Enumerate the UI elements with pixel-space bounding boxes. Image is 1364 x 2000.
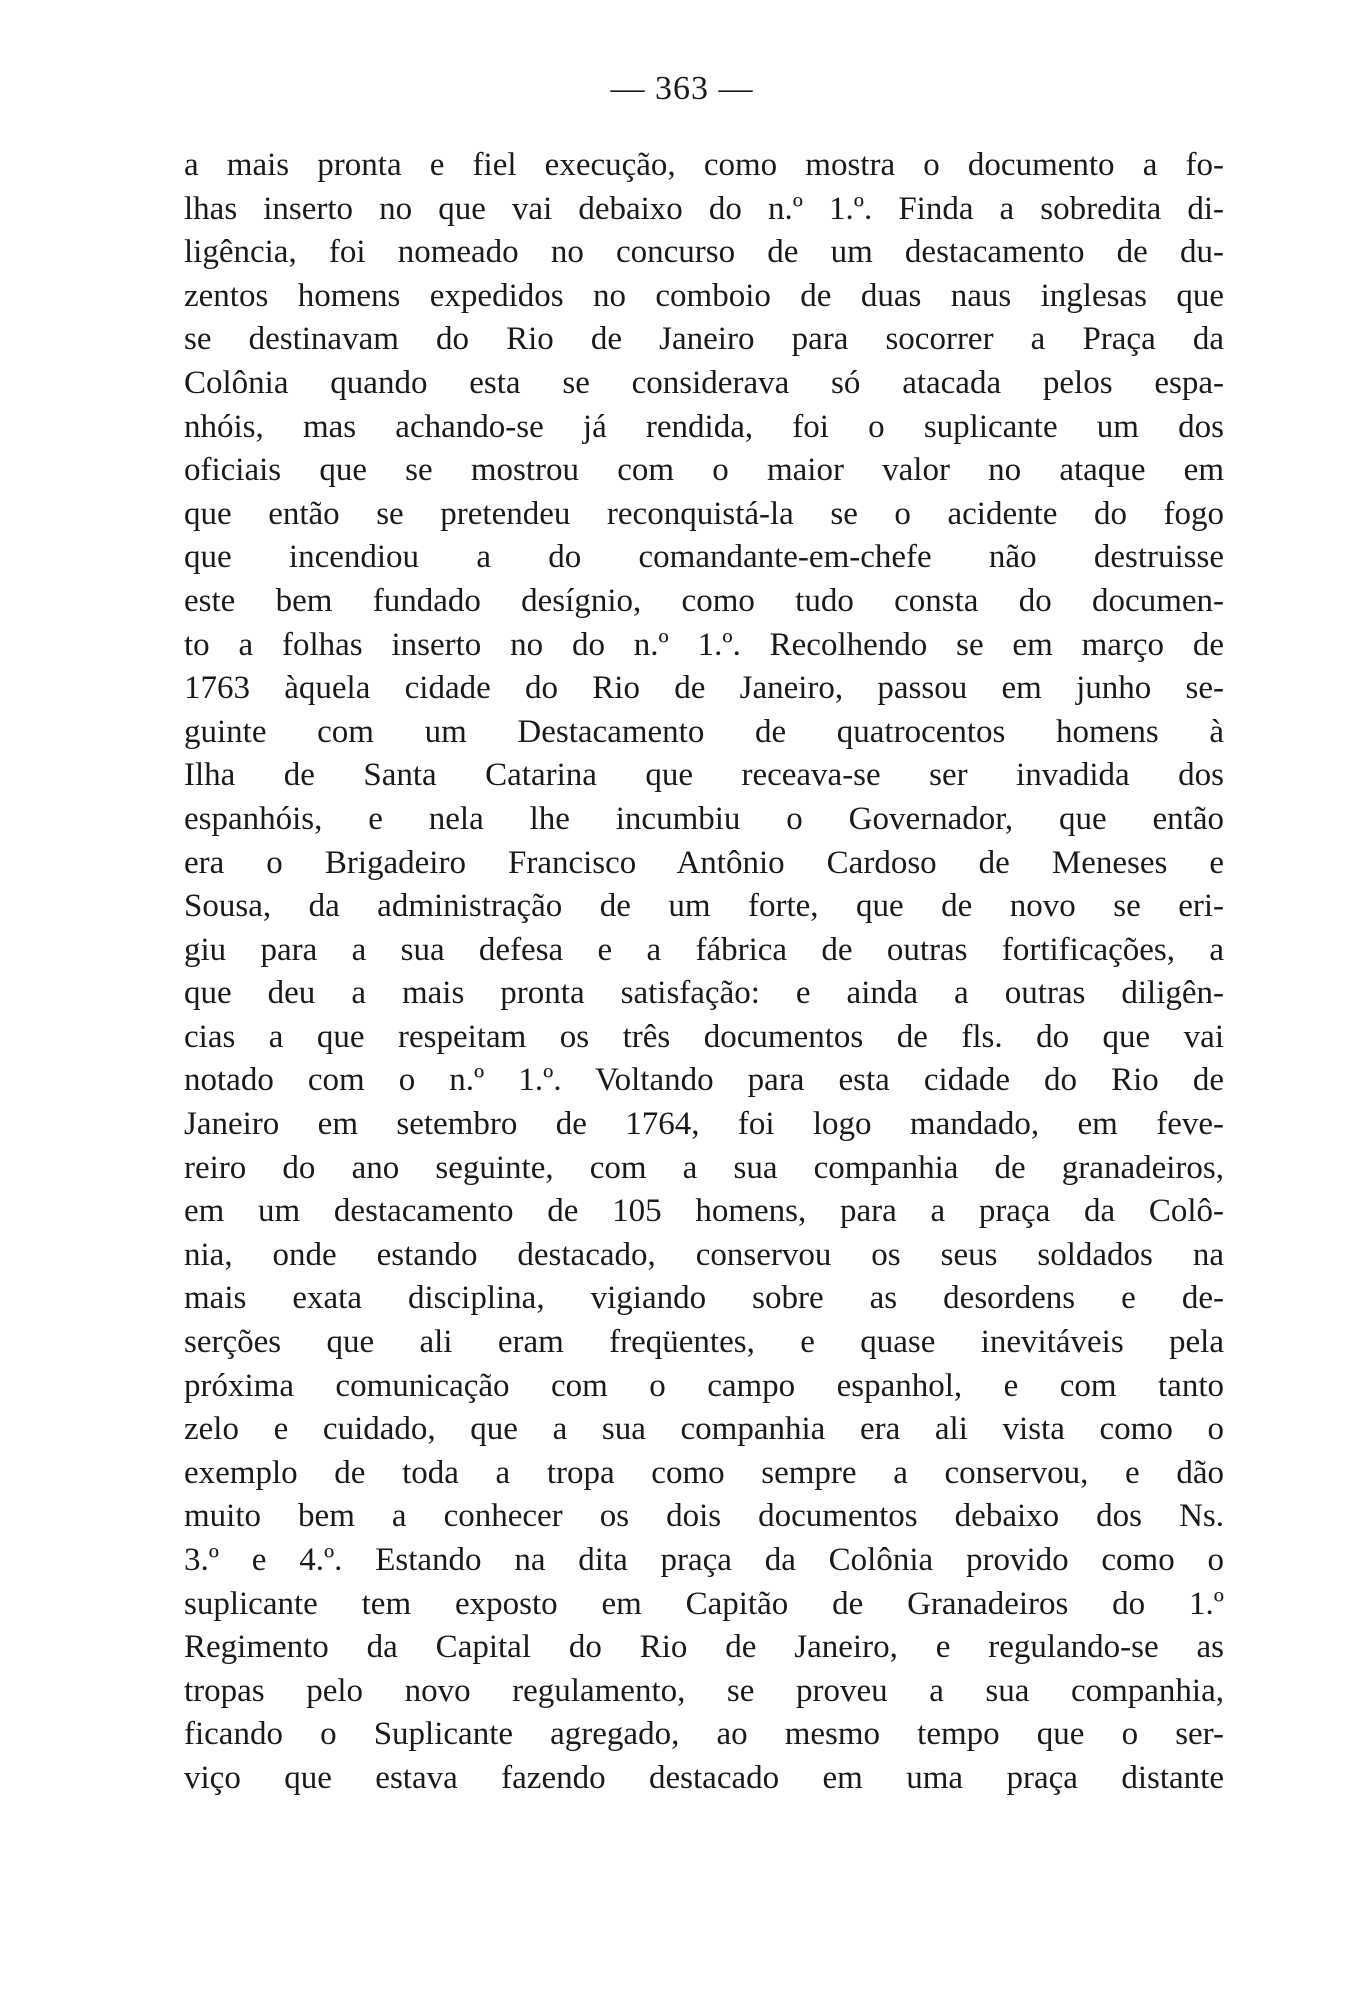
text-line: se destinavam do Rio de Janeiro para socorrer a Praça da — [184, 321, 1224, 358]
text-line: nhóis, mas achando-se já rendida, foi o suplicante um dos — [184, 408, 1224, 445]
text-line: Regimento da Capital do Rio de Janeiro, e regulando-se as — [184, 1629, 1224, 1666]
text-line: notado com o n.º 1.º. Voltando para esta cidade do Rio de — [184, 1062, 1224, 1099]
text-line: a mais pronta e fiel execução, como mostra o documento a fo- — [184, 147, 1224, 183]
text-line: era o Brigadeiro Francisco Antônio Cardoso de Meneses e — [184, 844, 1224, 881]
text-line: que então se pretendeu reconquistá-la se o acidente do fogo — [184, 495, 1224, 532]
text-line: que incendiou a do comandante-em-chefe não destruisse — [184, 539, 1224, 576]
text-line: zelo e cuidado, que a sua companhia era ali vista como o — [184, 1411, 1224, 1448]
text-line: Sousa, da administração de um forte, que de novo se eri- — [184, 888, 1224, 925]
text-line: em um destacamento de 105 homens, para a praça da Colô- — [184, 1193, 1224, 1230]
text-line: Ilha de Santa Catarina que receava-se ser invadida dos — [184, 757, 1224, 794]
text-line: ficando o Suplicante agregado, ao mesmo tempo que o ser- — [184, 1716, 1224, 1753]
text-line: muito bem a conhecer os dois documentos debaixo dos Ns. — [184, 1498, 1224, 1535]
text-line: 3.º e 4.º. Estando na dita praça da Colônia provido como o — [184, 1542, 1224, 1578]
text-line: mais exata disciplina, vigiando sobre as desordens e de- — [184, 1280, 1224, 1317]
text-line: reiro do ano seguinte, com a sua companhia de granadeiros, — [184, 1149, 1224, 1186]
text-line: este bem fundado desígnio, como tudo consta do documen- — [184, 582, 1224, 619]
body-text — [184, 144, 1224, 1801]
text-line: serções que ali eram freqüentes, e quase inevitáveis pela — [184, 1324, 1224, 1361]
text-line: giu para a sua defesa e a fábrica de outras fortificações, a — [184, 931, 1224, 968]
text-line: guinte com um Destacamento de quatrocentos homens à — [184, 713, 1224, 750]
text-line: zentos homens expedidos no comboio de duas naus inglesas que — [184, 277, 1224, 314]
text-line: suplicante tem exposto em Capitão de Granadeiros do 1.º — [184, 1585, 1224, 1622]
text-line: cias a que respeitam os três documentos de fls. do que vai — [184, 1018, 1224, 1055]
text-line: espanhóis, e nela lhe incumbiu o Governador, que então — [184, 800, 1224, 837]
text-line: to a folhas inserto no do n.º 1.º. Recolhendo se em março de — [184, 626, 1224, 663]
text-line: ligência, foi nomeado no concurso de um destacamento de du- — [184, 234, 1224, 271]
text-line: nia, onde estando destacado, conservou os seus soldados na — [184, 1236, 1224, 1273]
page-number: — 363 — — [610, 70, 754, 107]
text-line: viço que estava fazendo destacado em uma praça distante — [184, 1759, 1224, 1796]
text-line: lhas inserto no que vai debaixo do n.º 1.º. Finda a sobredita di- — [184, 190, 1224, 227]
text-line: que deu a mais pronta satisfação: e ainda a outras diligên- — [184, 975, 1224, 1012]
text-line: 1763 àquela cidade do Rio de Janeiro, passou em junho se- — [184, 670, 1224, 707]
text-line: tropas pelo novo regulamento, se proveu a sua companhia, — [184, 1672, 1224, 1709]
text-line: oficiais que se mostrou com o maior valor no ataque em — [184, 452, 1224, 489]
text-line: Colônia quando esta se considerava só atacada pelos espa- — [184, 364, 1224, 401]
text-line: exemplo de toda a tropa como sempre a conservou, e dão — [184, 1454, 1224, 1491]
text-line: próxima comunicação com o campo espanhol, e com tanto — [184, 1367, 1224, 1404]
text-line: Janeiro em setembro de 1764, foi logo mandado, em feve- — [184, 1106, 1224, 1143]
